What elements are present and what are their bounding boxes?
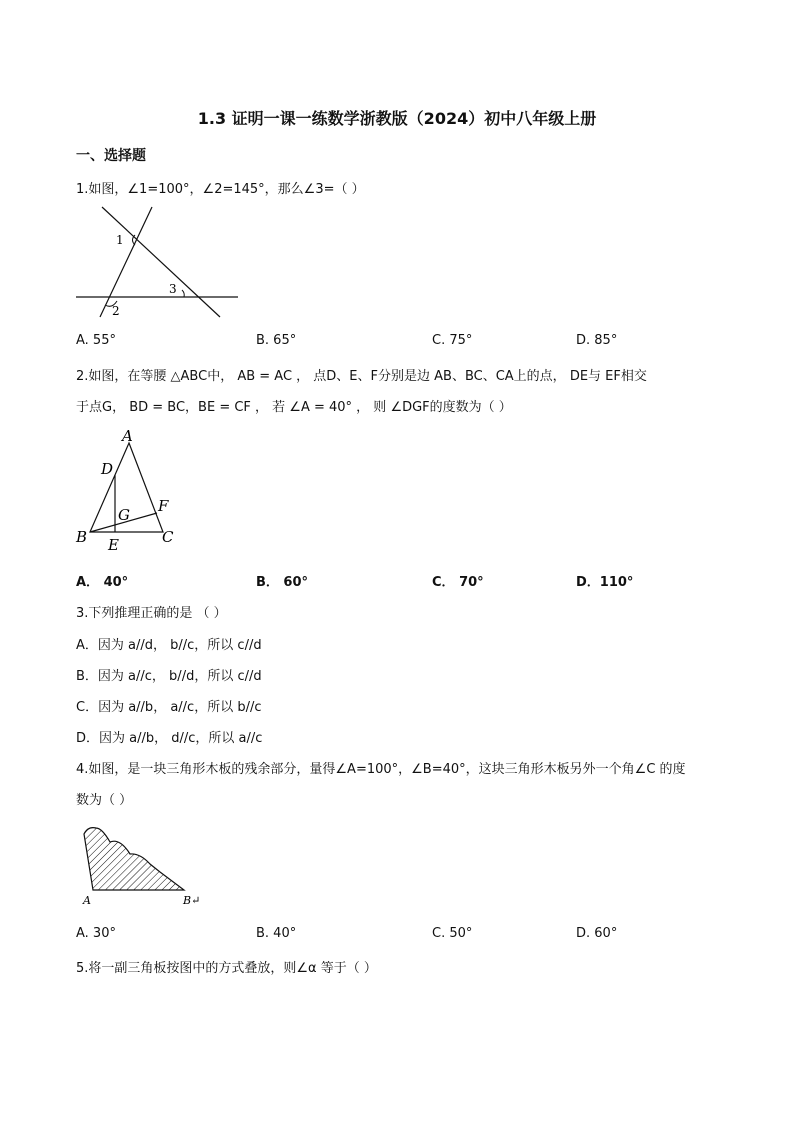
q2-option-b[interactable]: B． 60° xyxy=(256,575,309,590)
q2-option-a[interactable]: A． 40° xyxy=(76,575,129,590)
q2-label-e: E xyxy=(108,536,119,554)
q4-option-c[interactable]: C. 50° xyxy=(432,926,473,941)
q4-label-a: A xyxy=(83,894,91,907)
question-1-figure xyxy=(72,203,242,323)
q1-option-a[interactable]: A. 55° xyxy=(76,333,116,348)
q4-board-shape xyxy=(84,828,184,890)
q1-option-d[interactable]: D. 85° xyxy=(576,333,618,348)
q3-option-a[interactable]: A．因为 a//d， b//c，所以 c//d xyxy=(76,638,262,653)
question-4-text-line1: 4.如图，是一块三角形木板的残余部分，量得∠A=100°，∠B=40°，这块三角形木板另外一个角∠C 的度 xyxy=(76,762,686,777)
q4-label-b: B↵ xyxy=(183,894,201,907)
q2-label-b: B xyxy=(76,528,88,546)
q1-label-2: 2 xyxy=(112,304,120,318)
q4-option-a[interactable]: A. 30° xyxy=(76,926,116,941)
question-1-text: 1.如图，∠1=100°，∠2=145°，那么∠3=（ ） xyxy=(76,182,365,197)
q1-label-3: 3 xyxy=(169,282,177,296)
q1-line-a xyxy=(100,207,152,317)
q1-option-b[interactable]: B. 65° xyxy=(256,333,297,348)
question-2-text-line2: 于点G， BD = BC，BE = CF ， 若 ∠A = 40° ， 则 ∠DGF的度数为（ ） xyxy=(76,400,512,415)
q2-option-c[interactable]: C． 70° xyxy=(432,575,484,590)
q2-label-a: A xyxy=(122,427,133,445)
q2-label-g: G xyxy=(118,506,130,524)
page-title: 1.3 证明一课一练数学浙教版（2024）初中八年级上册 xyxy=(197,109,597,128)
q1-option-c[interactable]: C. 75° xyxy=(432,333,473,348)
section-heading: 一、选择题 xyxy=(76,148,146,164)
question-2-text-line1: 2.如图，在等腰 △ABC中， AB = AC ， 点D、E、F分别是边 AB、BC、CA上的点， DE与 EF相交 xyxy=(76,369,647,384)
question-2-figure xyxy=(72,425,192,555)
q2-label-c: C xyxy=(162,528,174,546)
question-5-text: 5.将一副三角板按图中的方式叠放，则∠α 等于（ ） xyxy=(76,961,377,976)
q4-option-b[interactable]: B. 40° xyxy=(256,926,297,941)
q3-option-c[interactable]: C．因为 a//b， a//c，所以 b//c xyxy=(76,700,262,715)
q1-line-b xyxy=(102,207,220,317)
q1-angle-3-arc xyxy=(182,290,184,297)
q2-option-d[interactable]: D．110° xyxy=(576,575,634,590)
q1-label-1: 1 xyxy=(116,233,124,247)
q3-option-d[interactable]: D．因为 a//b， d//c，所以 a//c xyxy=(76,731,263,746)
q2-label-d: D xyxy=(101,460,114,478)
q3-option-b[interactable]: B．因为 a//c， b//d，所以 c//d xyxy=(76,669,262,684)
q2-label-f: F xyxy=(158,497,169,515)
question-3-text: 3.下列推理正确的是 （ ） xyxy=(76,606,227,621)
question-4-figure xyxy=(76,820,211,910)
q4-option-d[interactable]: D. 60° xyxy=(576,926,618,941)
question-4-text-line2: 数为（ ） xyxy=(76,793,133,808)
